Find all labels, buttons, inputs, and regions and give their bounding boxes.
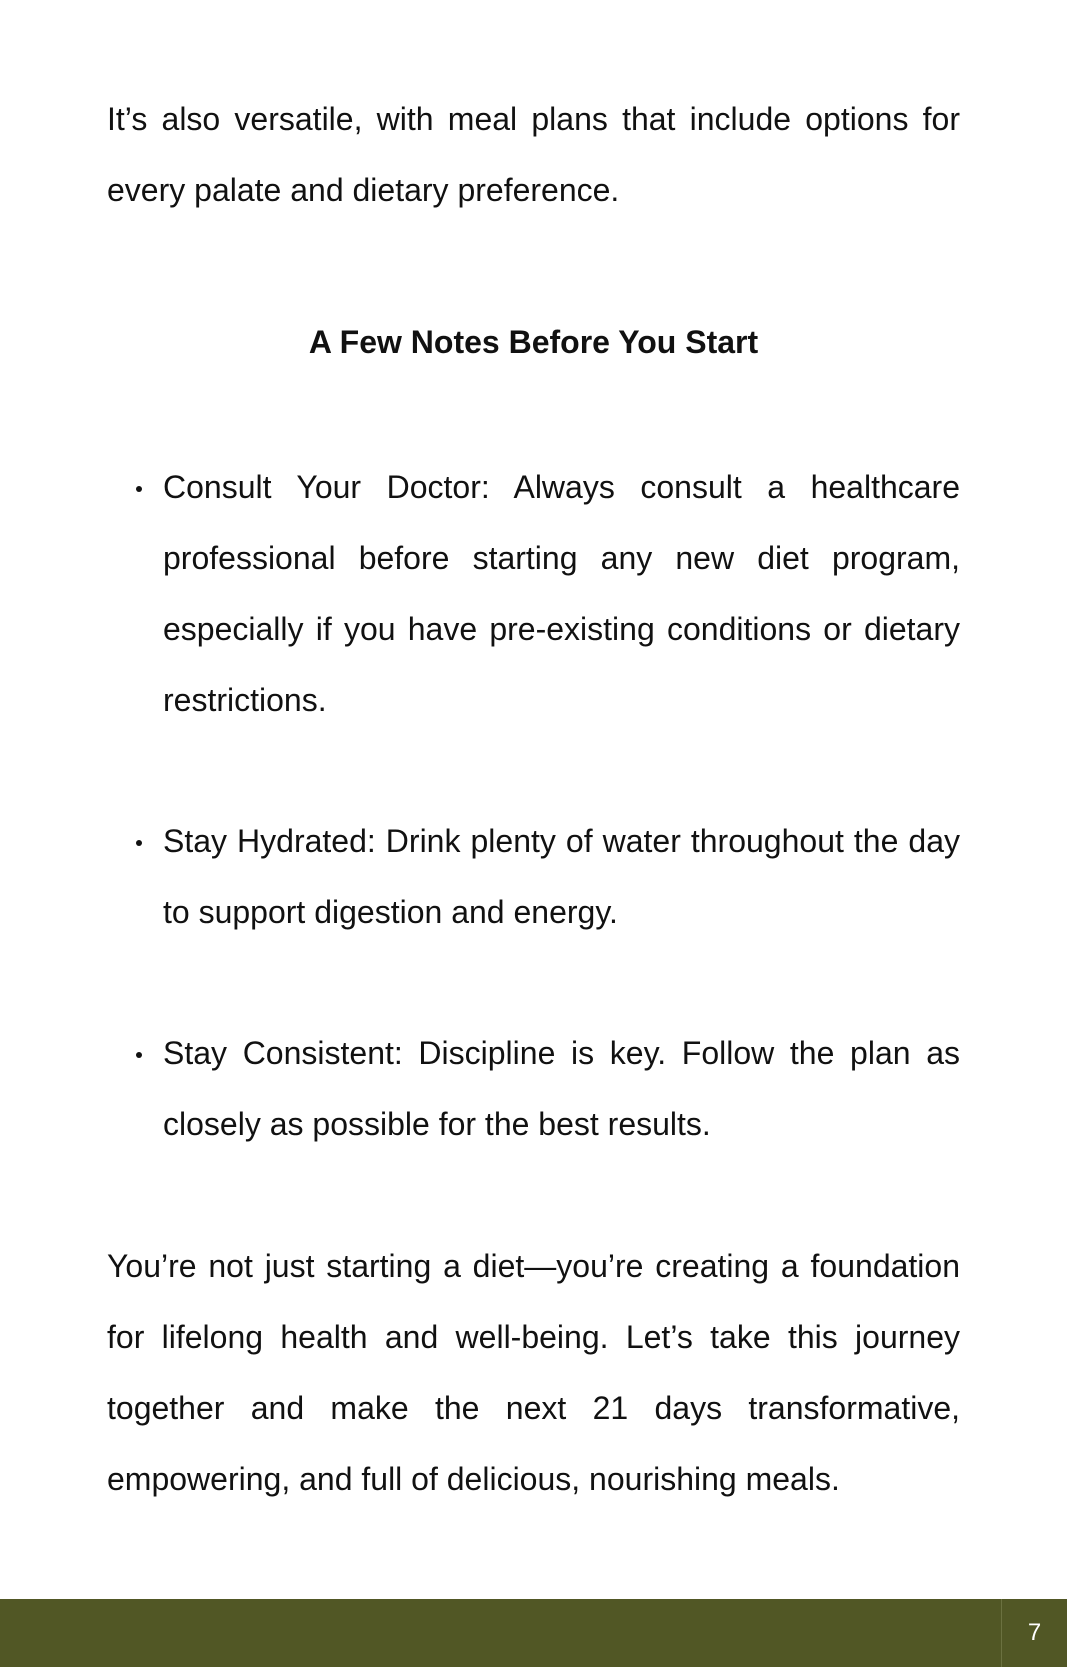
intro-paragraph: It’s also versatile, with meal plans that include options for every palate and dietary preference. <box>107 101 960 208</box>
list-item-text: Consult Your Doctor: Always consult a healthcare professional before starting any new diet program, especially if you have pre-existing conditions or dietary restrictions. <box>163 469 960 718</box>
list-item-text: Stay Consistent: Discipline is key. Follow the plan as closely as possible for the best results. <box>163 1035 960 1142</box>
list-item <box>107 806 960 948</box>
bullet-icon <box>136 1052 142 1058</box>
list-item <box>107 1018 960 1160</box>
section-heading: A Few Notes Before You Start <box>308 324 759 360</box>
page-number: 7 <box>1001 1599 1067 1667</box>
list-item-text: Stay Hydrated: Drink plenty of water throughout the day to support digestion and energy. <box>163 823 960 930</box>
notes-list <box>107 452 960 1160</box>
footer-bar <box>0 1599 1067 1667</box>
page-content <box>107 84 960 1515</box>
list-item <box>107 452 960 736</box>
closing-paragraph: You’re not just starting a diet—you’re creating a foundation for lifelong health and well-being. Let’s take this journey together and make the next 21 days transformative, empowering, and full of delicious, nourishing meals. <box>107 1248 960 1497</box>
bullet-icon <box>136 486 142 492</box>
bullet-icon <box>136 840 142 846</box>
